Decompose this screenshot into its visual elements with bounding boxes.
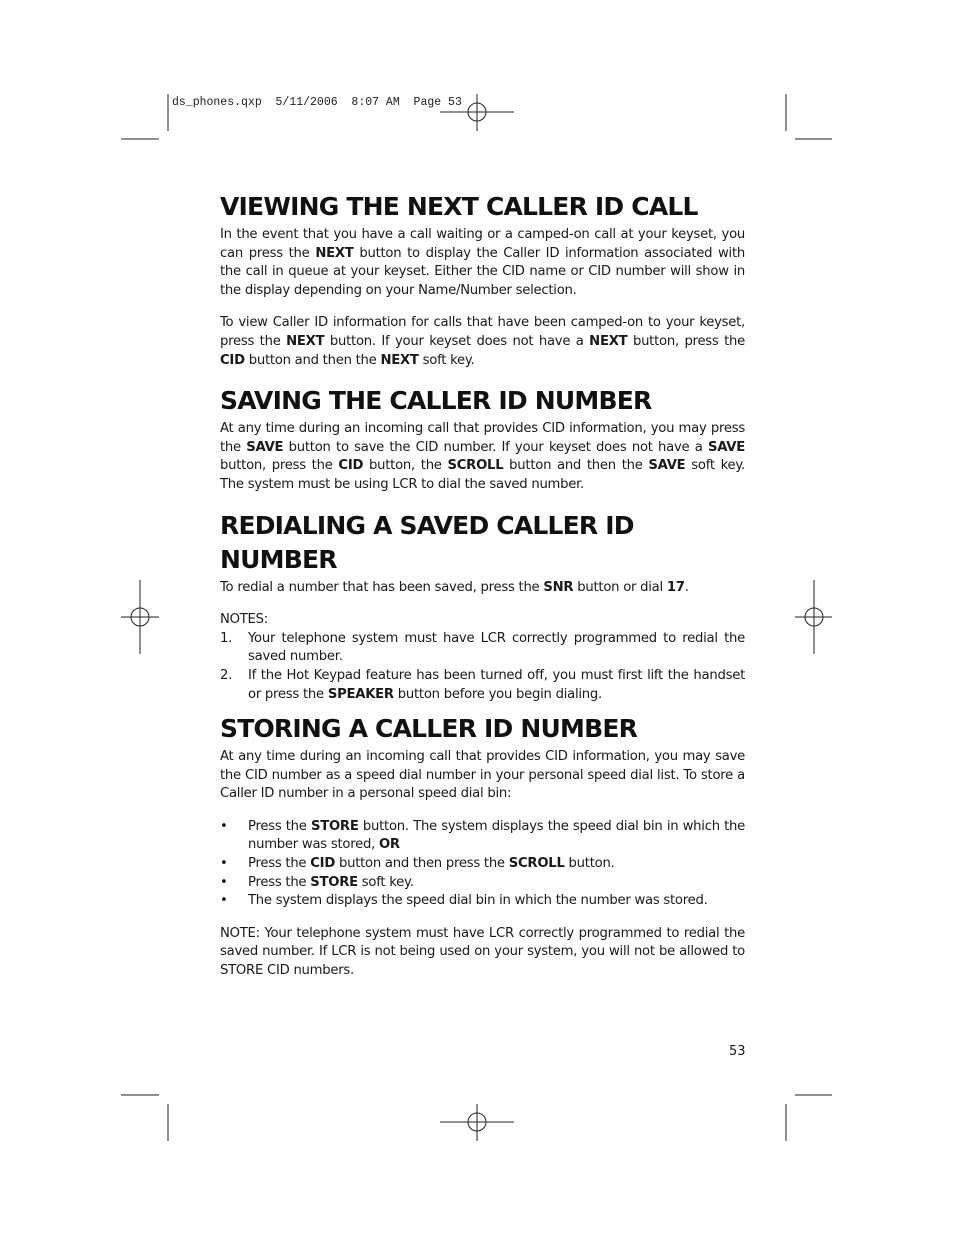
heading-line: NUMBER	[220, 544, 337, 574]
text-run: soft key.	[357, 874, 414, 890]
text-run: button and then the	[503, 458, 649, 474]
text-run: button. If your keyset does not have a	[324, 333, 590, 349]
text-run: At any time during an incoming call that provides CID information, you may save the CID number as a speed dial number in your personal speed dial list. To store a Caller ID number in a personal speed dial bin:	[220, 749, 745, 802]
bold-term: NEXT	[589, 333, 628, 349]
list-marker: 2.	[220, 667, 233, 683]
text-run: If the Hot Keypad feature has been turned off, you must first lift the handset or press the	[248, 667, 745, 702]
bullet-marker: •	[220, 856, 228, 872]
text-run: .	[684, 579, 689, 595]
bold-term: CID	[220, 352, 245, 368]
bold-term: NEXT	[286, 333, 325, 349]
print-slug: ds_phones.qxp 5/11/2006 8:07 AM Page 53	[172, 96, 462, 109]
text-run: Press the	[248, 874, 311, 890]
text-run: button to save the CID number. If your keyset does not have a	[283, 439, 708, 455]
text-run: The system displays the speed dial bin in which the number was stored.	[248, 893, 708, 909]
notes-label: NOTES:	[220, 612, 268, 628]
text-run: button, press the	[627, 333, 745, 349]
heading-saving-caller-id: SAVING THE CALLER ID NUMBER	[220, 386, 652, 416]
text-run: button to display the Caller ID information associated with the call in queue at your keyset. Either the CID name or CID number will show in the display depending on your Name/Number selection.	[220, 245, 745, 298]
heading-storing-caller-id: STORING A CALLER ID NUMBER	[220, 714, 638, 744]
list-item	[220, 855, 745, 874]
page-number: 53	[729, 1044, 746, 1059]
bold-term: 17	[666, 579, 685, 595]
paragraph	[220, 748, 745, 804]
text-run: At any time during an incoming call that provides CID information, you may press the	[220, 421, 745, 455]
list-item	[220, 667, 745, 704]
list-item-text	[248, 630, 745, 667]
text-run: button before you begin dialing.	[393, 686, 602, 702]
bullet-marker: •	[220, 893, 228, 909]
paragraph	[220, 420, 745, 494]
list-item-text	[248, 855, 745, 874]
text-run: soft key. The system must be using LCR to dial the saved number.	[220, 458, 745, 492]
page-body	[220, 190, 745, 981]
bullet-marker: •	[220, 818, 228, 834]
bold-term: STORE	[310, 874, 358, 890]
text-run: Press the	[248, 818, 311, 834]
text-run: button or dial	[573, 579, 667, 595]
list-item-text	[248, 874, 745, 893]
text-run: To redial a number that has been saved, press the	[220, 579, 544, 595]
bold-term: SCROLL	[447, 458, 504, 474]
paragraph	[220, 314, 745, 370]
text-run: In the event that you have a call waiting or a camped-on call at your keyset, you can press the	[220, 227, 745, 261]
bold-term: NEXT	[315, 245, 354, 261]
heading-line: REDIALING A SAVED CALLER ID	[220, 510, 634, 540]
list-item-text	[248, 818, 745, 855]
text-run: Your telephone system must have LCR correctly programmed to redial the saved number.	[248, 630, 745, 665]
bold-term: SNR	[543, 579, 574, 595]
text-run: button, the	[363, 458, 448, 474]
text-run: button. The system displays the speed dial bin in which the number was stored,	[248, 818, 746, 853]
list-marker: 1.	[220, 630, 233, 646]
bold-term: CID	[338, 458, 364, 474]
bold-term: SAVE	[707, 439, 745, 455]
paragraph	[220, 579, 745, 598]
bold-term: SCROLL	[508, 856, 565, 872]
list-item	[220, 818, 745, 855]
text-run: Press the	[248, 856, 311, 872]
text-run: button.	[564, 856, 615, 872]
bullet-marker: •	[220, 874, 228, 890]
closing-note: NOTE: Your telephone system must have LCR correctly programmed to redial the saved number. If LCR is not being used on your system, you will not be allowed to STORE CID numbers.	[220, 925, 745, 979]
bold-term: SAVE	[648, 458, 686, 474]
list-item	[220, 892, 745, 911]
bold-term: SPEAKER	[327, 686, 394, 702]
bold-term: STORE	[310, 818, 359, 834]
list-item-text	[248, 667, 745, 704]
bold-term: NEXT	[380, 352, 419, 368]
paragraph	[220, 226, 745, 300]
text-run: button, press the	[220, 458, 339, 474]
bold-term: OR	[378, 837, 400, 853]
bold-term: CID	[310, 856, 336, 872]
text-run: soft key.	[418, 352, 475, 368]
text-run: button and then press the	[335, 856, 509, 872]
list-item	[220, 630, 745, 667]
heading-viewing-next-caller-id: VIEWING THE NEXT CALLER ID CALL	[220, 192, 698, 221]
text-run: button and then the	[244, 352, 381, 368]
text-run: To view Caller ID information for calls that have been camped-on to your keyset, press the	[220, 315, 745, 349]
bold-term: SAVE	[246, 439, 284, 455]
list-item-text	[248, 892, 745, 911]
list-item	[220, 874, 745, 893]
heading-redialing-saved-caller-id	[220, 509, 745, 577]
